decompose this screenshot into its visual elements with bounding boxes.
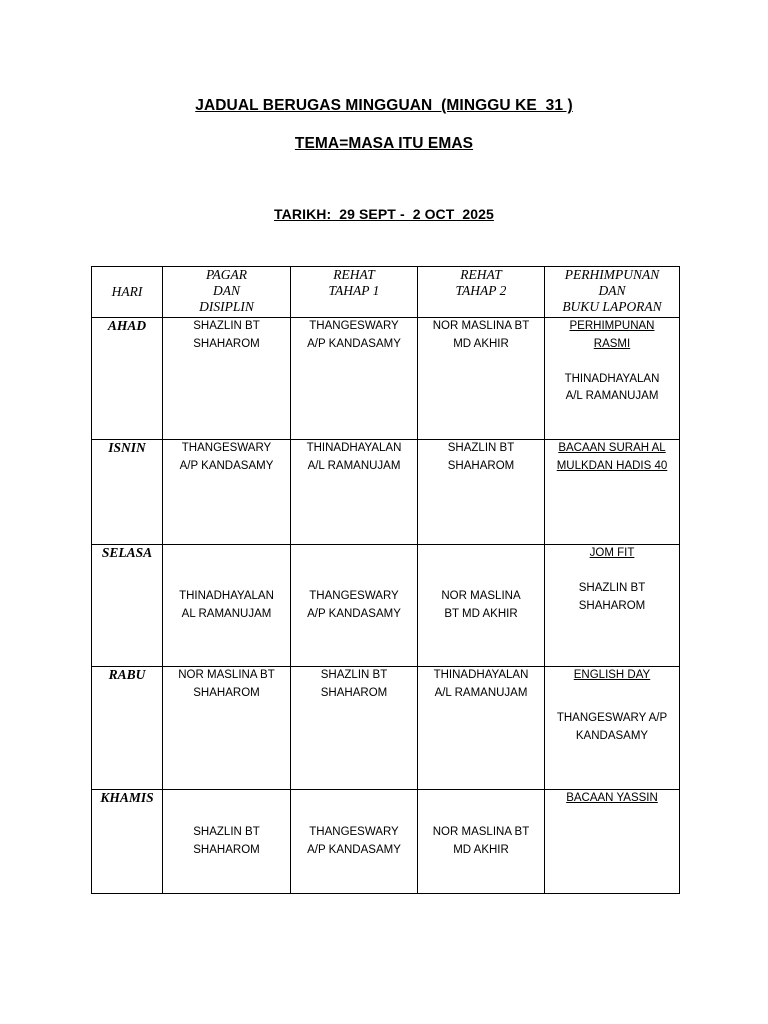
name-line: THANGESWARY [309,590,399,602]
name-line: SHAHAROM [578,599,646,612]
name-line: NOR MASLINA BT [432,826,530,838]
perhimpunan-cell [545,790,680,894]
pagar-disiplin-cell [163,318,291,440]
name-line: SHAHAROM [320,686,388,699]
header-perhimpunan [545,267,680,318]
header-rehat1-line: TAHAP 1 [328,283,380,298]
header-pagar-line: DISIPLIN [199,299,254,314]
name-line: A/L RAMANUJAM [434,686,528,699]
activity-label: PERHIMPUNAN [569,320,655,332]
rehat-tahap-1-cell [291,667,418,790]
name-line: SHAHAROM [193,337,260,350]
name-line: SHAZLIN BT [578,582,646,594]
name-line: THANGESWARY [309,826,399,838]
table-row [92,318,680,440]
activity-label: JOM FIT [589,547,635,559]
activity-label: ENGLISH DAY [573,669,651,681]
name-line: A/P KANDASAMY [307,607,401,620]
rehat-tahap-2-cell [418,440,545,545]
name-line: MD AKHIR [453,843,509,856]
day-cell: ISNIN [92,440,163,545]
name-line: THANGESWARY [181,442,272,454]
name-line: KANDASAMY [575,729,649,742]
pagar-disiplin-cell [163,667,291,790]
name-line: SHAZLIN BT [193,826,260,838]
header-rehat-tahap-1 [291,267,418,318]
name-line: A/P KANDASAMY [307,843,401,856]
header-rehat2-line: TAHAP 2 [455,283,507,298]
header-rehat1-line: REHAT [333,267,375,282]
day-cell: AHAD [92,318,163,440]
header-perhimpunan-line: PERHIMPUNAN [564,267,660,282]
perhimpunan-cell [545,440,680,545]
rehat-tahap-2-cell [418,667,545,790]
name-line: SHAZLIN BT [447,442,515,454]
activity-label: MULKDAN HADIS 40 [556,459,668,472]
name-line: SHAHAROM [447,459,515,472]
header-row [92,267,680,318]
name-line: SHAZLIN BT [193,320,260,332]
activity-label: BACAAN YASSIN [566,792,658,804]
day-cell: RABU [92,667,163,790]
day-cell: SELASA [92,545,163,667]
rehat-tahap-2-cell [418,545,545,667]
name-line: A/L RAMANUJAM [565,390,659,402]
header-pagar-disiplin [163,267,291,318]
pagar-disiplin-cell [163,790,291,894]
name-line: SHAHAROM [193,843,260,856]
header-pagar-line: PAGAR [206,267,247,282]
header-hari [92,267,163,318]
name-line: NOR MASLINA BT [178,669,275,681]
header-perhimpunan-line: BUKU LAPORAN [562,299,662,314]
name-line: A/L RAMANUJAM [307,459,401,472]
name-line: A/P KANDASAMY [307,337,401,350]
name-line: THINADHAYALAN [306,442,402,454]
perhimpunan-cell [545,318,680,440]
duty-schedule-table [91,266,680,894]
rehat-tahap-1-cell [291,790,418,894]
name-line: AL RAMANUJAM [181,607,272,620]
name-line: A/P KANDASAMY [179,459,274,472]
pagar-disiplin-cell [163,545,291,667]
name-line: NOR MASLINA [441,590,521,602]
name-line: THINADHAYALAN [564,372,660,385]
table-row [92,790,680,894]
name-line: BT MD AKHIR [444,607,518,620]
header-rehat-tahap-2 [418,267,545,318]
rehat-tahap-1-cell [291,440,418,545]
perhimpunan-cell [545,545,680,667]
name-line: THANGESWARY [309,320,399,332]
table-row [92,545,680,667]
pagar-disiplin-cell [163,440,291,545]
name-line: MD AKHIR [453,337,509,350]
header-perhimpunan-line: DAN [598,283,626,298]
rehat-tahap-1-cell [291,318,418,440]
rehat-tahap-2-cell [418,790,545,894]
day-cell: KHAMIS [92,790,163,894]
activity-label: RASMI [593,337,631,350]
activity-label: BACAAN SURAH AL [558,442,666,454]
schedule-date: TARIKH: 29 SEPT - 2 OCT 2025 [274,206,494,222]
name-line: SHAZLIN BT [320,669,388,681]
name-line: SHAHAROM [193,686,260,699]
name-line: THINADHAYALAN [179,590,274,602]
name-line: THINADHAYALAN [433,669,529,681]
rehat-tahap-1-cell [291,545,418,667]
header-hari-label: HARI [111,284,143,299]
table-row [92,667,680,790]
name-line: NOR MASLINA BT [432,320,530,332]
schedule-title: JADUAL BERUGAS MINGGUAN (MINGGU KE 31 ) [195,97,573,114]
name-line: THANGESWARY A/P [556,712,668,724]
rehat-tahap-2-cell [418,318,545,440]
header-rehat2-line: REHAT [460,267,502,282]
perhimpunan-cell [545,667,680,790]
schedule-theme: TEMA=MASA ITU EMAS [294,135,474,152]
header-pagar-line: DAN [213,283,240,298]
table-row [92,440,680,545]
